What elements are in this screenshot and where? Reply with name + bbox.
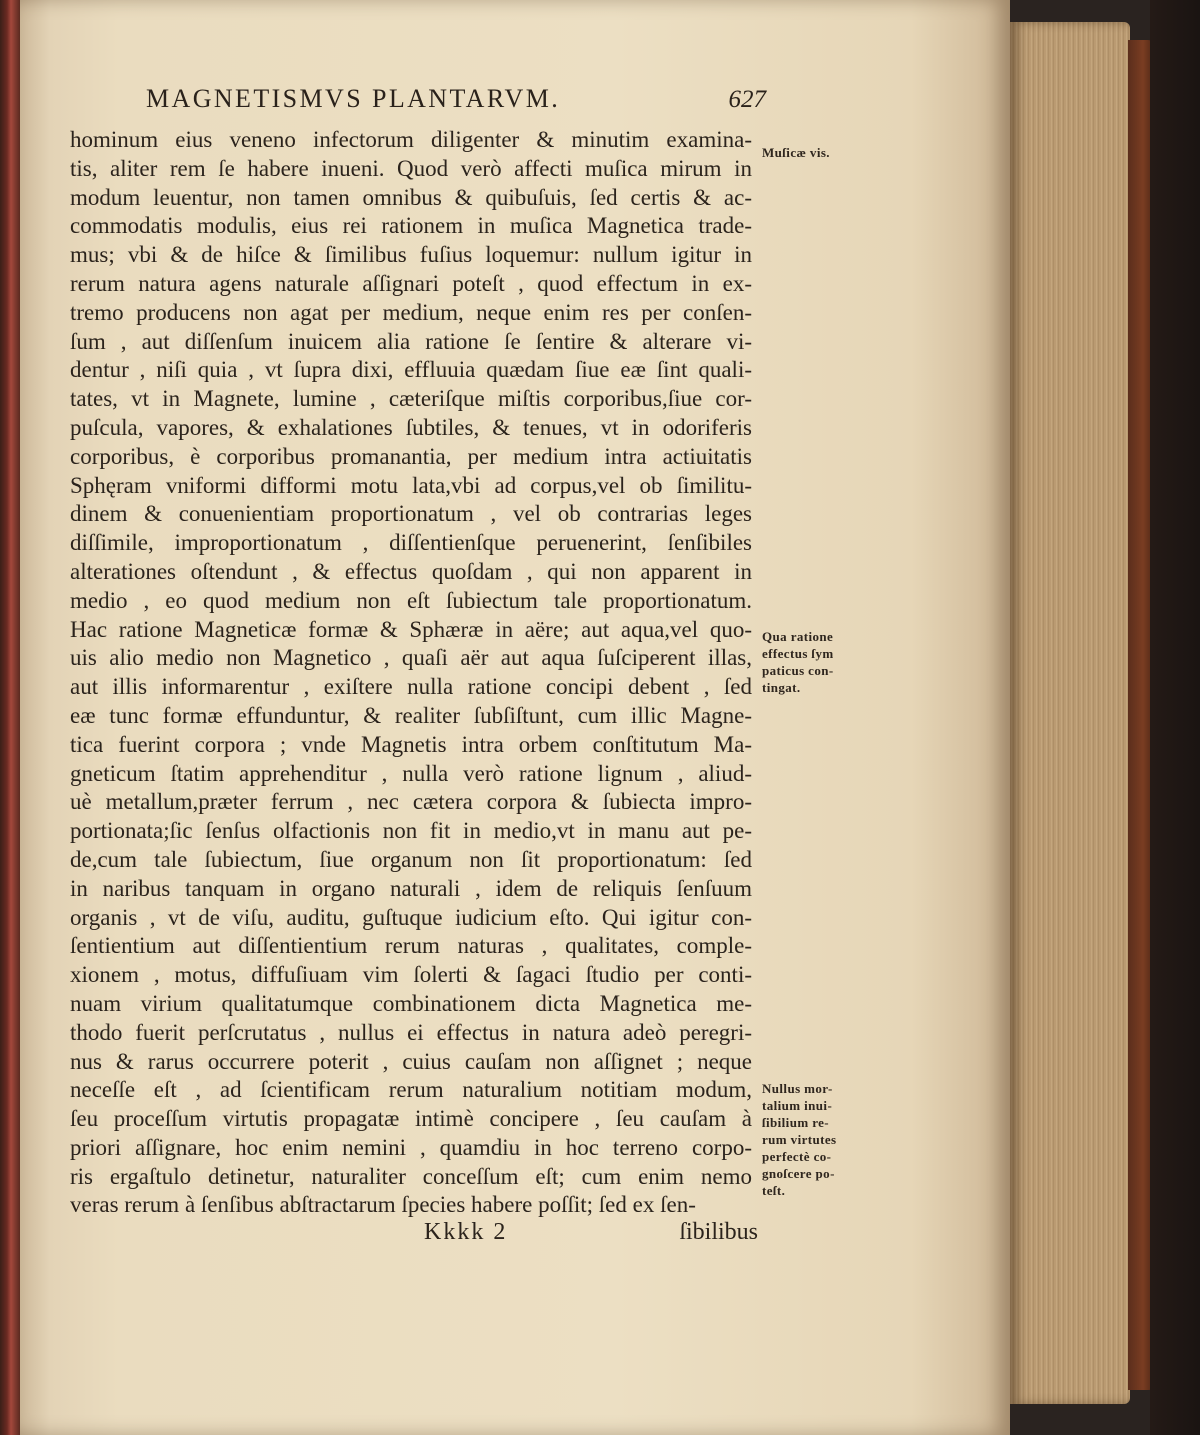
text-line: neceſſe eſt , ad ſcientificam rerum naturalium notitiam modum,: [70, 1077, 752, 1103]
text-line: diſſimile, improportionatum , diſſentienſque peruenerint, ſenſibiles: [70, 530, 752, 556]
background: [1150, 0, 1200, 1435]
text-line: uè metallum,præter ferrum , nec cætera corpora & ſubiecta impro-: [70, 789, 752, 815]
text-line: tis, aliter rem ſe habere inueni. Quod verò affecti muſica mirum in: [70, 155, 752, 181]
text-line: veras rerum à ſenſibus abſtractarum ſpecies habere poſſit; ſed ex ſen-: [70, 1192, 696, 1218]
margin-note-effectus: [762, 628, 834, 696]
text-line: rerum natura agens naturale aſſignari poteſt , quod effectum in ex-: [70, 270, 752, 296]
signature-mark: Kkkk 2: [424, 1219, 508, 1245]
text-line: aut illis informarentur , exiſtere nulla ratione concipi debent , ſed: [70, 674, 752, 700]
margin-note-line: Muſicæ vis.: [762, 145, 830, 160]
text-line: organis , vt de viſu, auditu, guſtuque iudicium eſto. Qui igitur con-: [70, 904, 752, 930]
text-line: tates, vt in Magnete, lumine , cæteriſque miſtis corporibus,ſiue cor-: [70, 386, 752, 412]
text-line: corporibus, è corporibus promanantia, per medium intra actiuitatis: [70, 443, 752, 469]
body-text-block: [70, 126, 770, 1220]
text-line: eæ tunc formæ effunduntur, & realiter ſubſiſtunt, cum illic Magne-: [70, 702, 752, 728]
running-title: MAGNETISMVS PLANTARVM.: [146, 84, 561, 113]
margin-note-line: Nullus mor-: [762, 1081, 833, 1096]
text-line: de,cum tale ſubiectum, ſiue organum non ſit proportionatum: ſed: [70, 846, 752, 872]
text-line: tica fuerint corpora ; vnde Magnetis intra orbem conſtitutum Ma-: [70, 731, 752, 757]
catchword: ſibilibus: [679, 1219, 758, 1245]
text-line: Hac ratione Magneticæ formæ & Sphæræ in aëre; aut aqua,vel quo-: [70, 616, 752, 642]
text-line: tremo producens non agat per medium, neque enim res per conſen-: [70, 299, 752, 325]
text-line: dentur , niſi quia , vt ſupra dixi, effluuia quædam ſiue eæ ſint quali-: [70, 357, 752, 383]
text-line: ſeu proceſſum virtutis propagatæ intimè concipere , ſeu cauſam à: [70, 1106, 752, 1132]
text-line: nuam virium qualitatumque combinationem dicta Magnetica me-: [70, 990, 752, 1016]
margin-note-line: talium inui-: [762, 1098, 833, 1113]
book-binding-edge: [0, 0, 20, 1435]
text-line: xionem , motus, diffuſiuam vim ſolerti & ſagaci ſtudio per conti-: [70, 962, 752, 988]
text-line: uis alio medio non Magnetico , quaſi aër aut aqua ſuſciperent illas,: [70, 645, 752, 671]
text-line: portionata;ſic ſenſus olfactionis non fit in medio,vt in manu aut pe-: [70, 818, 752, 844]
margin-note-line: teſt.: [762, 1183, 786, 1198]
text-line: nus & rarus occurrere poterit , cuius cauſam non aſſignet ; neque: [70, 1048, 752, 1074]
text-line: gneticum ſtatim apprehenditur , nulla verò ratione lignum , aliud-: [70, 760, 752, 786]
page-number: 627: [728, 86, 766, 113]
margin-note-line: rum virtutes: [762, 1132, 837, 1147]
margin-note-line: gnoſcere po-: [762, 1166, 835, 1181]
margin-note-line: effectus ſym: [762, 646, 834, 661]
margin-note-line: paticus con-: [762, 663, 834, 678]
text-line: mus; vbi & de hiſce & ſimilibus fuſius loquemur: nullum igitur in: [70, 242, 752, 268]
text-line: in naribus tanquam in organo naturali , idem de reliquis ſenſuum: [70, 875, 752, 901]
text-line: ſum , aut diſſenſum inuicem alia ratione ſe ſentire & alterare vi-: [70, 328, 752, 354]
text-line: ris ergaſtulo detinetur, naturaliter conceſſum eſt; cum enim nemo: [70, 1163, 752, 1189]
text-line: dinem & conuenientiam proportionatum , vel ob contrarias leges: [70, 501, 752, 527]
text-line: commodatis modulis, eius rei rationem in muſica Magnetica trade-: [70, 213, 752, 239]
running-head: [146, 84, 766, 124]
page-footer: [70, 1219, 770, 1249]
page-fore-edge: [1010, 22, 1130, 1404]
text-line: puſcula, vapores, & exhalationes ſubtiles, & tenues, vt in odoriferis: [70, 414, 752, 440]
margin-note-musica: [762, 144, 830, 161]
text-line: alterationes oſtendunt , & effectus quoſdam , qui non apparent in: [70, 558, 752, 584]
margin-note-line: perfectè co-: [762, 1149, 832, 1164]
text-line: medio , eo quod medium non eſt ſubiectum tale proportionatum.: [70, 587, 752, 613]
margin-note-line: Qua ratione: [762, 629, 834, 644]
margin-note-nullus: [762, 1080, 836, 1199]
margin-note-line: tingat.: [762, 680, 801, 695]
text-line: modum leuentur, non tamen omnibus & quibuſuis, ſed certis & ac-: [70, 184, 752, 210]
margin-note-line: ſibilium re-: [762, 1115, 830, 1130]
text-line: Sphęram vniformi difformi motu lata,vbi ad corpus,vel ob ſimilitu-: [70, 472, 752, 498]
text-line: hominum eius veneno infectorum diligenter & minutim examina-: [70, 127, 752, 152]
text-line: priori aſſignare, hoc enim nemini , quamdiu in hoc terreno corpo-: [70, 1134, 752, 1160]
text-line: thodo fuerit perſcrutatus , nullus ei effectus in natura adeò peregri-: [70, 1019, 752, 1045]
text-line: ſentientium aut diſſentientium rerum naturas , qualitates, comple-: [70, 933, 752, 959]
